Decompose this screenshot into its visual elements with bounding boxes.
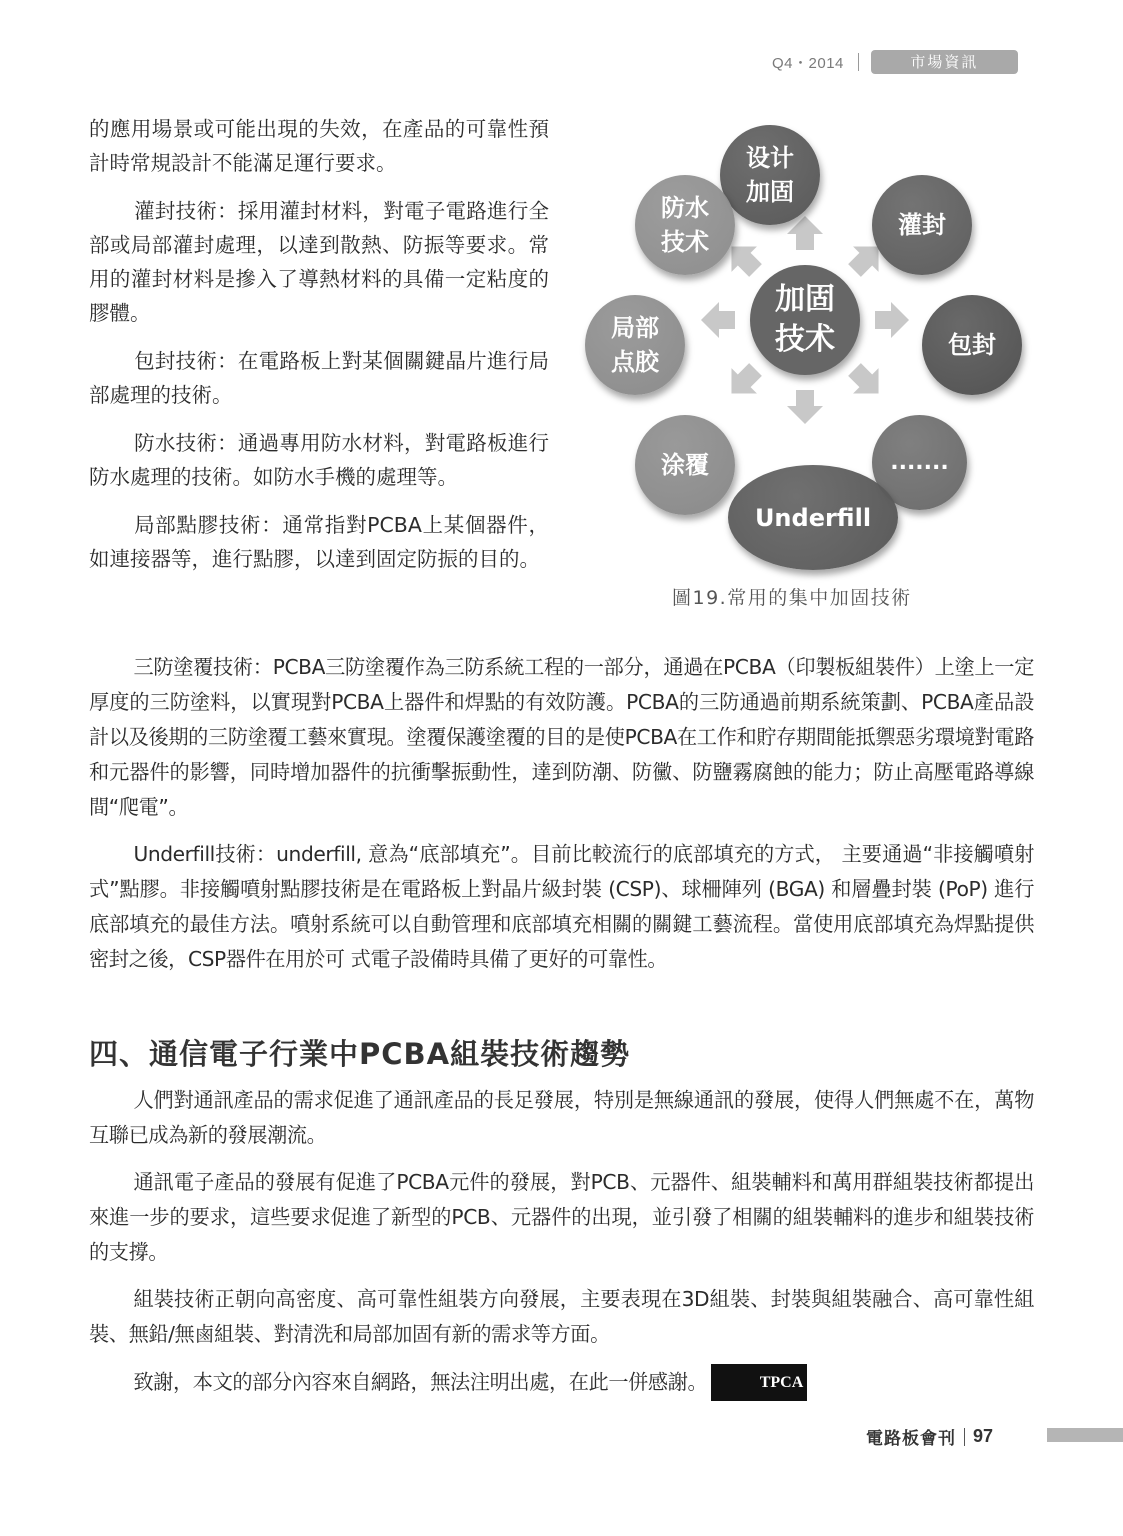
journal-name: 電路板會刊 (866, 1429, 956, 1449)
page-header (772, 50, 1018, 74)
bubble-label: 涂覆 (661, 451, 709, 479)
full-width-block (89, 650, 1034, 989)
bubble-design-reinforce (720, 125, 820, 225)
page-footer (866, 1424, 993, 1449)
paragraph-underfill: Underfill技術：underfill, 意為“底部填充”。目前比較流行的底部填充的方式， 主要通過“非接觸噴射式”點膠。非接觸噴射點膠技術是在電路板上對晶片級封裝 (CSP)、球柵陣列 (BGA) 和層疊封裝 (PoP) 進行底部填充的最佳方法。噴射系統可以自動管理和底部填充相關的關鍵工藝流程。當使用底部填充為焊點提供密封之後，CSP器件在用於可 式電子設備時具備了更好的可靠性。 (89, 842, 1034, 971)
reinforcement-diagram (580, 115, 1040, 570)
paragraph-demand: 人們對通訊產品的需求促進了通訊產品的長足發展，特別是無線通訊的發展，使得人們無處不在，萬物互聯已成為新的發展潮流。 (89, 1088, 1034, 1147)
bubble-local-dispensing (585, 295, 685, 395)
paragraph-local-dispensing: 局部點膠技術：通常指對PCBA上某個器件，如連接器等，進行點膠，以達到固定防振的目的。 (89, 513, 549, 571)
left-column (89, 112, 549, 590)
paragraph-potting: 灌封技術：採用灌封材料，對電子電路進行全部或局部灌封處理，以達到散熱、防振等要求。常用的灌封材料是摻入了導熱材料的具備一定粘度的膠體。 (89, 199, 549, 325)
paragraph-continued: 的應用場景或可能出現的失效，在產品的可靠性預計時常規設計不能滿足運行要求。 (89, 117, 549, 175)
paragraph-development: 通訊電子產品的發展有促進了PCBA元件的發展，對PCB、元器件、組裝輔料和萬用群組裝技術都提出來進一步的要求，這些要求促進了新型的PCB、元器件的出現，並引發了相關的組裝輔料的進步和組裝技術的支撐。 (89, 1170, 1034, 1264)
footer-divider (964, 1428, 965, 1446)
bubble-label: 加固 (746, 178, 794, 206)
tpca-logo: TPCA (711, 1364, 807, 1401)
bubble-label: ....... (890, 449, 949, 475)
acknowledgement-text: 致謝，本文的部分內容來自網路，無法注明出處，在此一併感謝。 (133, 1370, 708, 1394)
paragraph-conformal-coating: 三防塗覆技術：PCBA三防塗覆作為三防系統工程的一部分，通過在PCBA（印製板組裝件）上塗上一定厚度的三防塗料，以實現對PCBA上器件和焊點的有效防護。PCBA的三防通過前期系統策劃、PCBA產品設計以及後期的三防塗覆工藝來實現。塗覆保護塗覆的目的是使PCBA在工作和貯存期間能抵禦惡劣環境對電路和元器件的影響，同時增加器件的抗衝擊振動性，達到防潮、防黴、防鹽霧腐蝕的能力；防止高壓電路導線間“爬電”。 (89, 655, 1034, 819)
bubble-label: 设计 (746, 144, 794, 172)
figure-caption: 圖19.常用的集中加固技術 (672, 587, 912, 609)
arrow-down-right-icon (842, 357, 891, 406)
section-body (89, 1083, 1034, 1413)
paragraph-trend: 組裝技術正朝向高密度、高可靠性組裝方向發展，主要表現在3D組裝、封裝與組裝融合、高可靠性組裝、無鉛/無鹵組裝、對清洗和局部加固有新的需求等方面。 (89, 1287, 1034, 1346)
paragraph-acknowledgement (89, 1364, 1034, 1401)
footer-bar (1047, 1428, 1123, 1442)
issue-label: Q4・2014 (772, 54, 844, 72)
arrow-down-left-icon (719, 357, 768, 406)
bubble-waterproof (635, 175, 735, 275)
arrow-up-icon (787, 216, 823, 250)
bubble-coating (635, 415, 735, 515)
bubble-label: 技术 (661, 228, 709, 256)
bubble-label: 防水 (661, 194, 709, 222)
bubble-potting (872, 175, 972, 275)
arrow-right-icon (875, 302, 909, 338)
paragraph-encapsulation: 包封技術：在電路板上對某個關鍵晶片進行局部處理的技術。 (89, 349, 549, 407)
center-line-1: 加固 (775, 282, 835, 317)
center-bubble (750, 265, 860, 375)
arrow-left-icon (701, 302, 735, 338)
paragraph-waterproof: 防水技術：通過專用防水材料，對電路板進行防水處理的技術。如防水手機的處理等。 (89, 431, 549, 489)
center-line-2: 技术 (775, 322, 835, 357)
bubble-label: 点胶 (611, 348, 659, 376)
arrow-down-icon (787, 390, 823, 424)
bubble-label: 局部 (611, 314, 659, 342)
section-heading: 四、通信電子行業中PCBA組裝技術趨勢 (89, 1037, 631, 1071)
bubble-label: 灌封 (898, 211, 946, 239)
bubble-label: Underfill (754, 503, 872, 532)
header-divider (858, 53, 859, 71)
page-number: 97 (973, 1426, 994, 1446)
bubble-label: 包封 (948, 331, 996, 359)
bubble-encapsulation (922, 295, 1022, 395)
bubble-underfill (728, 465, 898, 570)
section-tab: 市場資訊 (871, 50, 1018, 74)
